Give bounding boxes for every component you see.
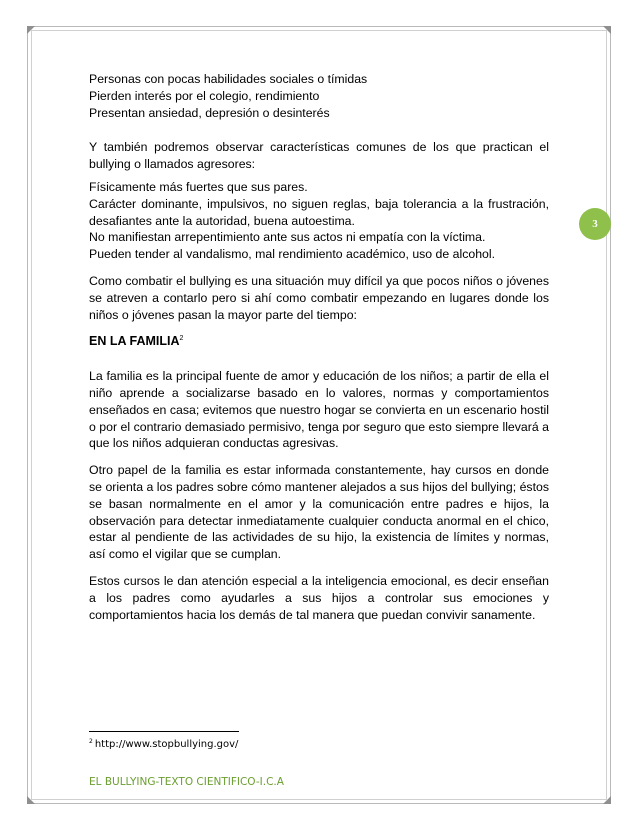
family-paragraph-2: Otro papel de la familia es estar informada constantemente, hay cursos en donde se orienta a los padres sobre cómo mantener alejados a sus hijos del bullying; éstos se basan normalmente en el amor y la comunicación entre padres e hijos, la observación para detectar inmediatamente cualquier conducta anormal en el chico, estar al pendiente de las actividades de su hijo, la existencia de límites y normas, así como el vigilar que se cumplan. [89,463,549,562]
footnote-reference: 2 [179,335,184,343]
aggressor-trait-line: Físicamente más fuertes que sus pares. [89,179,308,194]
victim-trait-line: Personas con pocas habilidades sociales o tímidas [89,72,368,86]
footnote [89,739,238,750]
victim-trait-line: Pierden interés por el colegio, rendimiento [89,88,320,103]
combat-intro-paragraph: Como combatir el bullying es una situación muy difícil ya que pocos niños o jóvenes se atreven a contarlo pero si ahí como combatir empezando en lugares donde los niños o jóvenes pasan la mayor parte del tiempo: [89,273,549,322]
family-paragraph-1: La familia es la principal fuente de amor y educación de los niños; a partir de ella el niño aprende a socializarse basado en lo valores, normas y comportamientos enseñados en casa; evitemos que nuestro hogar se convierta en un escenario hostil o por el contrario demasiado permisivo, tenga por seguro que esto siempre llevará a que los niños adquieran conductas agresivas. [89,369,549,451]
aggressor-trait-line: No manifiestan arrepentimiento ante sus actos ni empatía con la víctima. [89,230,486,245]
page-number-badge: 3 [579,208,611,240]
section-heading-text: EN LA FAMILIA [89,334,180,349]
victim-trait-line: Presentan ansiedad, depresión o desinterés [89,105,330,120]
page-footer: EL BULLYING-TEXTO CIENTIFICO-I.C.A [89,776,284,788]
aggressor-trait-line: Pueden tender al vandalismo, mal rendimiento académico, uso de alcohol. [89,247,496,262]
aggressor-intro-paragraph: Y también podremos observar características comunes de los que practican el bullying o llamados agresores: [89,140,549,172]
footnote-number: 2 [89,738,93,745]
section-heading [89,333,549,350]
footnote-separator [89,731,239,732]
page-body [89,71,549,623]
family-paragraph-3: Estos cursos le dan atención especial a la inteligencia emocional, es decir enseñan a los padres como ayudarles a sus hijos a controlar sus emociones y comportamientos hacia los demás de tal manera que puedan convivir sanamente. [89,573,549,622]
footnote-link[interactable]: http://www.stopbullying.gov/ [94,739,239,750]
aggressor-trait-line: Carácter dominante, impulsivos, no siguen reglas, baja tolerancia a la frustración, desafiantes ante la autoridad, buena autoestima. [89,196,549,228]
